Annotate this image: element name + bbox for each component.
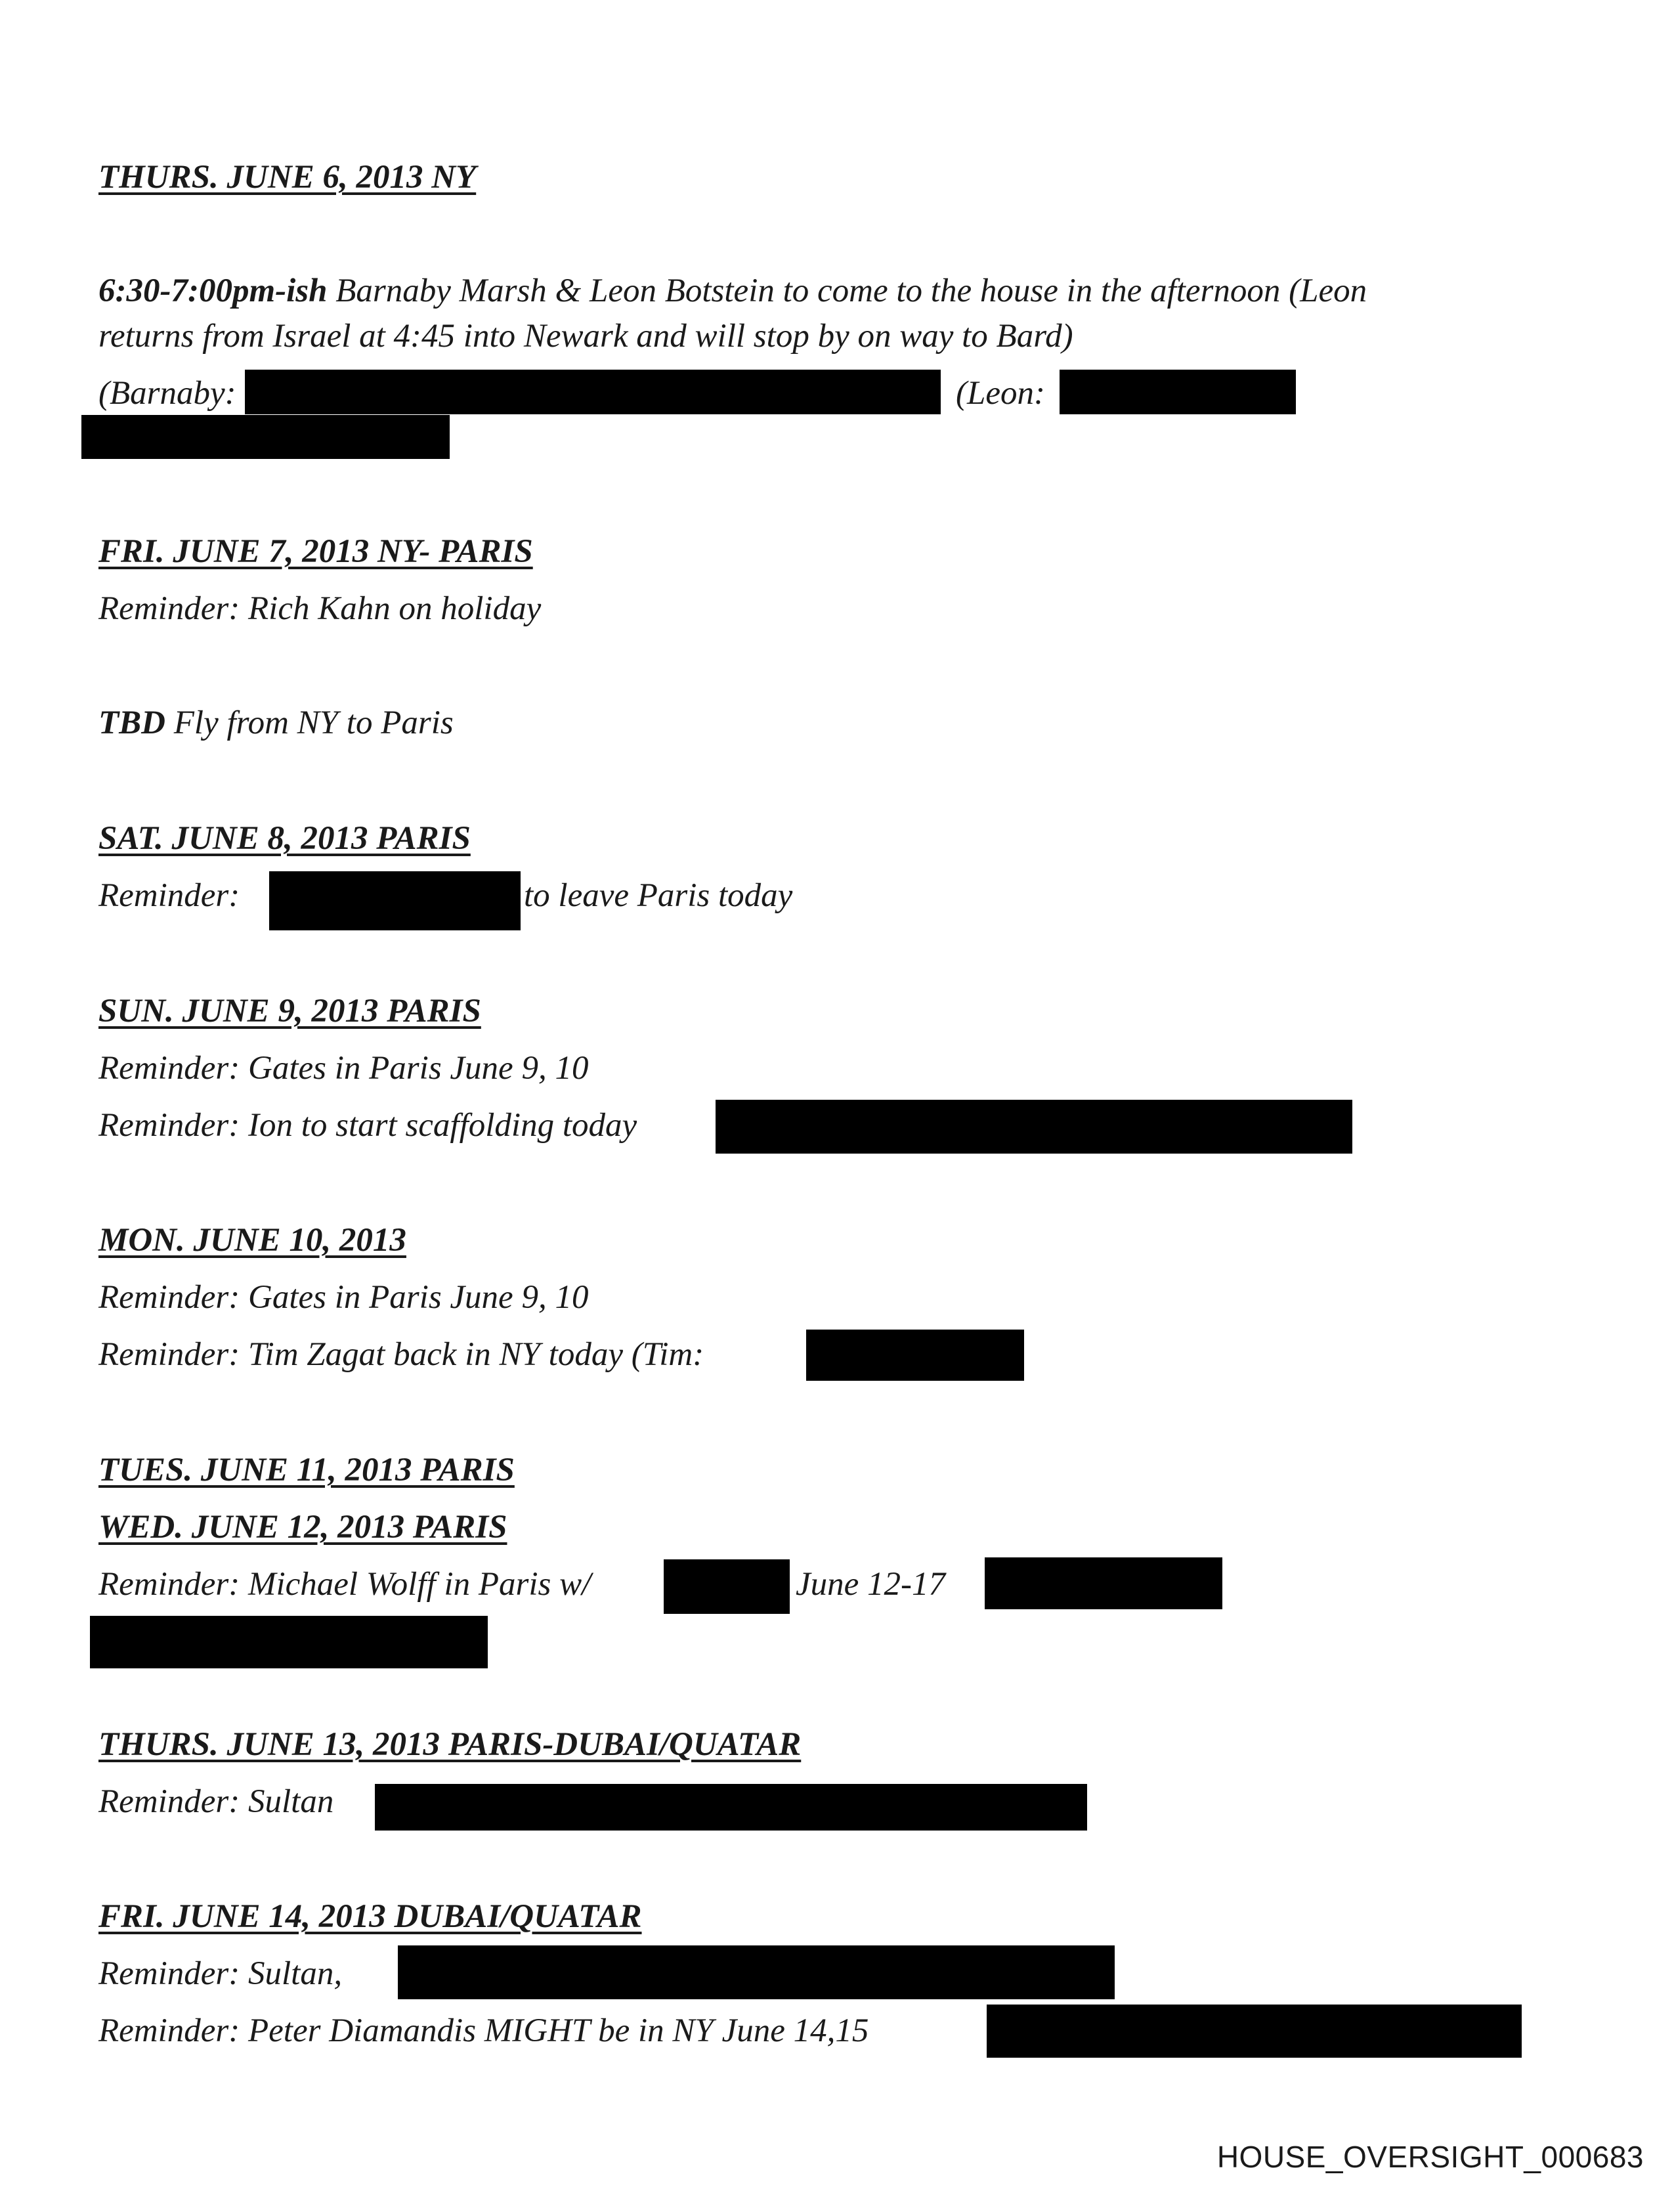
reminder-line: Reminder: Rich Kahn on holiday <box>98 590 542 627</box>
day-heading-june-13: THURS. JUNE 13, 2013 PARIS-DUBAI/QUATAR <box>98 1726 802 1763</box>
redaction-box <box>716 1100 1352 1154</box>
reminder-line: Reminder: Peter Diamandis MIGHT be in NY June 14,15 <box>98 2012 869 2049</box>
day-heading-june-14: FRI. JUNE 14, 2013 DUBAI/QUATAR <box>98 1898 642 1935</box>
tbd-text: Fly from NY to Paris <box>165 705 454 741</box>
redaction-box <box>806 1330 1024 1381</box>
contact-leon: (Leon: <box>956 375 1045 412</box>
entry-text: Barnaby Marsh & Leon Botstein to come to the house in the afternoon (Leon <box>327 272 1367 309</box>
reminder-line: Reminder: <box>98 877 240 914</box>
entry-june-6-line1 <box>98 274 1367 308</box>
day-heading-june-11: TUES. JUNE 11, 2013 PARIS <box>98 1452 515 1488</box>
day-heading-june-7: FRI. JUNE 7, 2013 NY- PARIS <box>98 533 533 570</box>
reminder-suffix: June 12-17 <box>796 1566 946 1603</box>
reminder-suffix: to leave Paris today <box>524 877 793 914</box>
entry-time: 6:30-7:00pm-ish <box>98 272 328 309</box>
tbd-line <box>98 706 454 740</box>
redaction-box <box>985 1557 1222 1609</box>
day-heading-june-12: WED. JUNE 12, 2013 PARIS <box>98 1509 507 1546</box>
document-id: HOUSE_OVERSIGHT_000683 <box>1216 2140 1644 2174</box>
redaction-box <box>987 2005 1522 2058</box>
reminder-line: Reminder: Tim Zagat back in NY today (Tim: <box>98 1336 704 1373</box>
redaction-box <box>269 871 521 930</box>
tbd-label: TBD <box>98 705 165 741</box>
reminder-line: Reminder: Ion to start scaffolding today <box>98 1107 637 1144</box>
reminder-line: Reminder: Gates in Paris June 9, 10 <box>98 1050 589 1087</box>
redaction-box <box>398 1945 1115 1999</box>
day-heading-june-9: SUN. JUNE 9, 2013 PARIS <box>98 993 481 1030</box>
entry-june-6-line2: returns from Israel at 4:45 into Newark and will stop by on way to Bard) <box>98 318 1073 355</box>
redaction-box <box>1060 370 1296 414</box>
redaction-box <box>245 370 941 414</box>
reminder-line: Reminder: Sultan <box>98 1783 334 1820</box>
redaction-box <box>90 1616 488 1668</box>
redaction-box <box>664 1559 790 1614</box>
redaction-box <box>375 1784 1087 1831</box>
redaction-box <box>81 415 450 459</box>
day-heading-june-10: MON. JUNE 10, 2013 <box>98 1222 406 1259</box>
day-heading-june-8: SAT. JUNE 8, 2013 PARIS <box>98 820 471 857</box>
reminder-line: Reminder: Sultan, <box>98 1955 343 1992</box>
contact-barnaby: (Barnaby: <box>98 375 236 412</box>
reminder-line: Reminder: Michael Wolff in Paris w/ <box>98 1566 591 1603</box>
reminder-line: Reminder: Gates in Paris June 9, 10 <box>98 1279 589 1316</box>
day-heading-june-6: THURS. JUNE 6, 2013 NY <box>98 159 477 196</box>
